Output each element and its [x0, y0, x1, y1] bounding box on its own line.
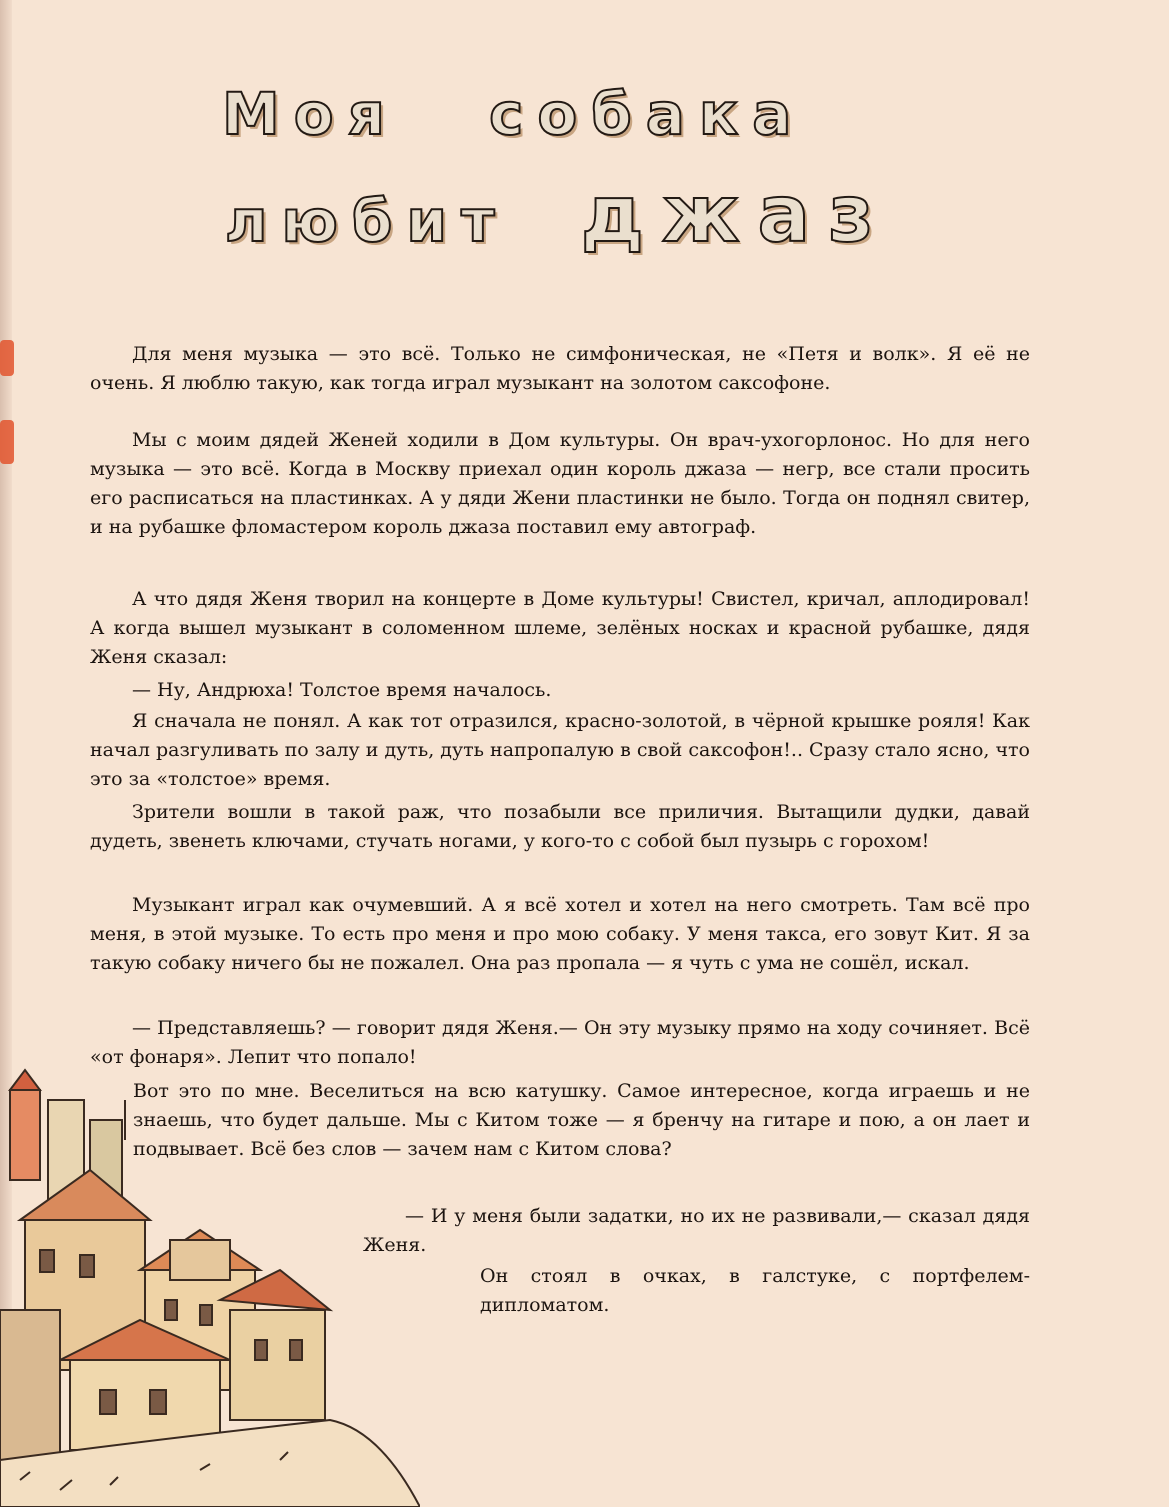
- paragraph: Для меня музыка — это всё. Только не симфоническая, не «Петя и волк». Я её не очень. Я люблю такую, как тогда играл музыкант на золотом саксофоне.: [90, 343, 1030, 394]
- red-mark: [0, 420, 14, 464]
- paragraph: Вот это по мне. Веселиться на всю катушку. Самое интересное, когда играешь и не знаешь, что будет дальше. Мы с Китом тоже — я бренчу на гитаре и пою, а он лает и подвывает. Всё без слов — зачем нам с Китом слова?: [133, 1080, 1030, 1160]
- dialogue-line: — Представляешь? — говорит дядя Женя.— Он эту музыку прямо на ходу сочиняет. Всё «от фонаря». Лепит что попало!: [90, 1017, 1030, 1068]
- page-title-line-2: [225, 170, 891, 260]
- paragraph: Он стоял в очках, в галстуке, с портфелем-дипломатом.: [480, 1265, 1030, 1316]
- town-illustration: [0, 1060, 420, 1507]
- paragraph: Зрители вошли в такой раж, что позабыли все приличия. Вытащили дудки, давай дудеть, звенеть ключами, стучать ногами, у кого-то с собой был пузырь с горохом!: [90, 801, 1030, 852]
- title-text: Моя собака: [222, 80, 806, 148]
- title-text-large: джаз: [580, 170, 892, 260]
- dialogue-line: — Ну, Андрюха! Толстое время началось.: [132, 679, 552, 701]
- page-title-line-1: [222, 80, 805, 148]
- paragraph: Мы с моим дядей Женей ходили в Дом культуры. Он врач-ухогорлонос. Но для него музыка — это всё. Когда в Москву приехал один король джаза — негр, все стали просить его расписаться на пластинках. А у дяди Жени пластинки не было. Тогда он поднял свитер, и на рубашке фломастером король джаза поставил ему автограф.: [90, 429, 1030, 538]
- paragraph: Музыкант играл как очумевший. А я всё хотел и хотел на него смотреть. Там всё про меня, в этой музыке. То есть про меня и про мою собаку. У меня такса, его зовут Кит. Я за такую собаку ничего бы не пожалел. Она раз пропала — я чуть с ума не сошёл, искал.: [90, 894, 1030, 974]
- title-text: любит: [225, 187, 509, 255]
- paragraph: А что дядя Женя творил на концерте в Доме культуры! Свистел, кричал, аплодировал! А когда вышел музыкант в соломенном шлеме, зелёных носках и красной рубашке, дядя Женя сказал:: [90, 588, 1030, 668]
- paragraph: Я сначала не понял. А как тот отразился, красно-золотой, в чёрной крышке рояля! Как начал разгуливать по залу и дуть, дуть напропалую в свой саксофон!.. Сразу стало ясно, что это за «толстое» время.: [90, 710, 1030, 790]
- red-mark: [0, 340, 14, 376]
- dialogue-line: — И у меня были задатки, но их не развивали,— сказал дядя Женя.: [363, 1205, 1030, 1256]
